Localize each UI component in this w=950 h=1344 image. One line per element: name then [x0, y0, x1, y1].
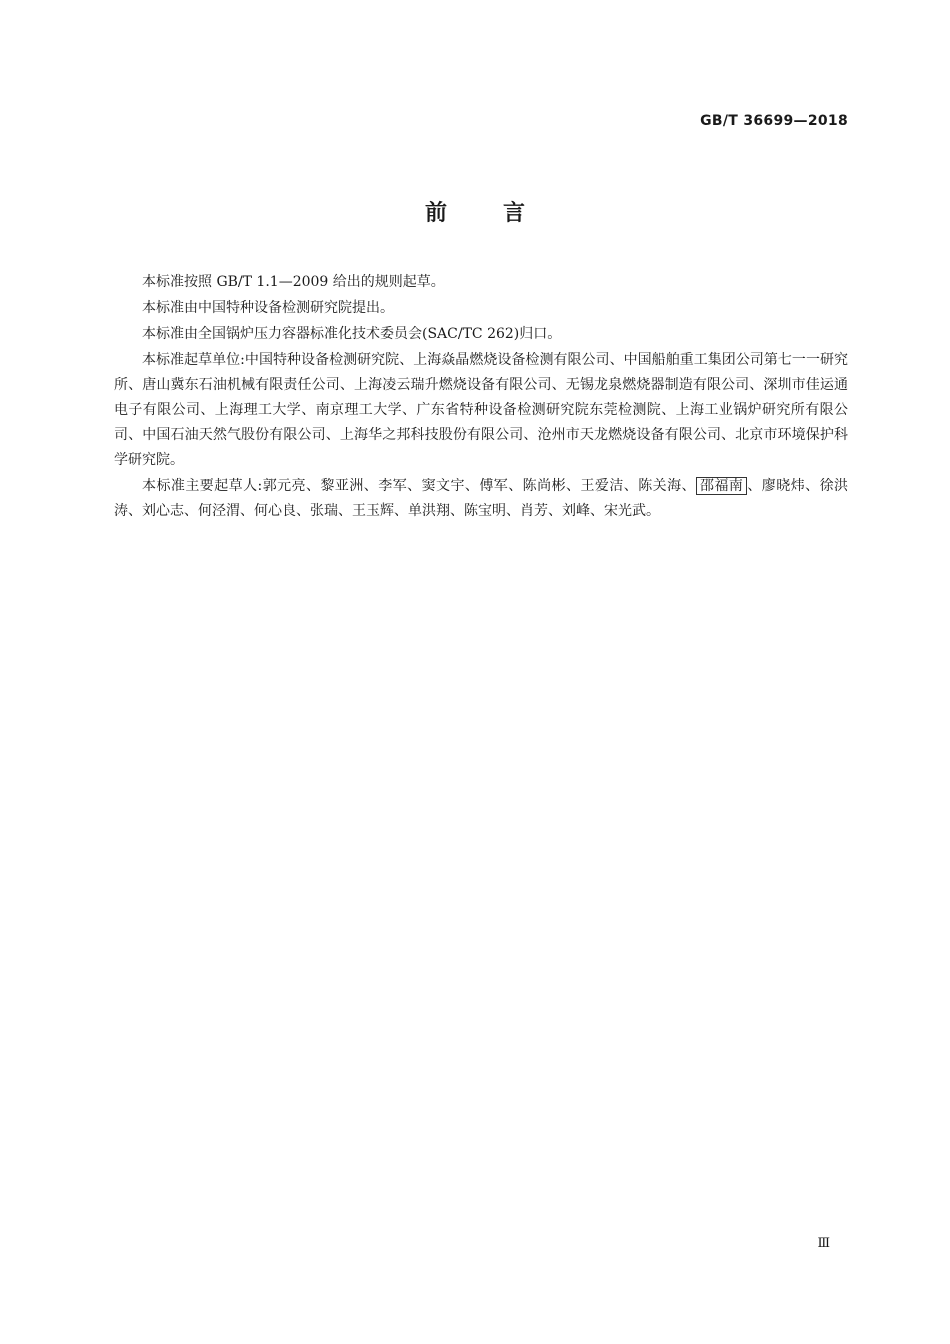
- drafters-before: 本标准主要起草人:郭元亮、黎亚洲、李军、窦文宇、傅军、陈尚彬、王爱洁、陈关海、: [142, 478, 697, 494]
- paragraph-drafters: [114, 474, 848, 524]
- paragraph-administrator: 本标准由全国锅炉压力容器标准化技术委员会(SAC/TC 262)归口。: [142, 326, 562, 342]
- drafters-after: 、廖晓炜、徐洪涛、刘心志、何泾渭、何心良、张瑞、王玉辉、单洪翔、陈宝明、肖芳、刘峰、宋光武。: [114, 478, 849, 519]
- page-number: Ⅲ: [817, 1236, 830, 1251]
- foreword-body: [114, 270, 848, 525]
- paragraph-drafting-units: 本标准起草单位:中国特种设备检测研究院、上海焱晶燃烧设备检测有限公司、中国船舶重工集团公司第七一一研究所、唐山冀东石油机械有限责任公司、上海凌云瑞升燃烧设备有限公司、无锡龙泉燃烧器制造有限公司、深圳市佳运通电子有限公司、上海理工大学、南京理工大学、广东省特种设备检测研究院东莞检测院、上海工业锅炉研究所有限公司、中国石油天然气股份有限公司、上海华之邦科技股份有限公司、沧州市天龙燃烧设备有限公司、北京市环境保护科学研究院。: [114, 352, 848, 468]
- highlighted-name: 邵福南: [696, 477, 747, 495]
- standard-code: GB/T 36699—2018: [700, 113, 848, 129]
- page-title: 前言: [424, 201, 581, 226]
- paragraph-proposer: 本标准由中国特种设备检测研究院提出。: [142, 300, 394, 316]
- paragraph-drafting-rules: 本标准按照 GB/T 1.1—2009 给出的规则起草。: [142, 274, 445, 290]
